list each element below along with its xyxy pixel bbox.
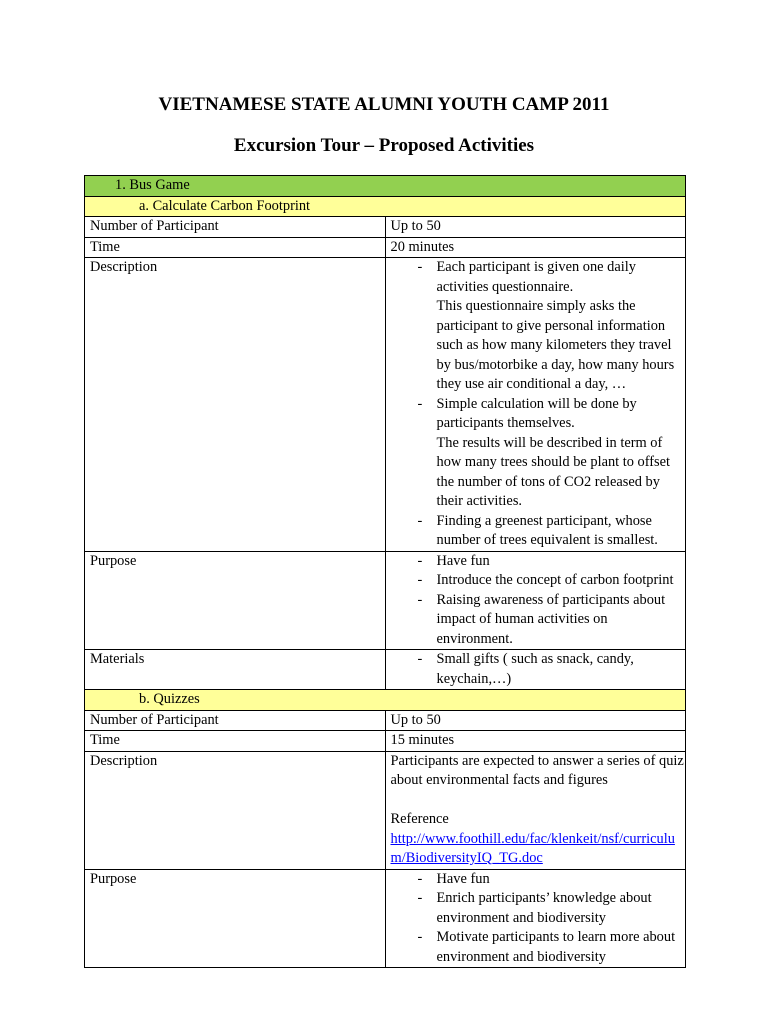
list-item: - Introduce the concept of carbon footprint [391, 571, 686, 591]
row-value: Up to 50 [385, 217, 686, 238]
table-row [85, 731, 686, 752]
list-item [391, 395, 686, 512]
reference-link[interactable]: http://www.foothill.edu/fac/klenkeit/nsf/curriculum/BiodiversityIQ_TG.doc [390, 830, 675, 866]
row-label: Description [85, 258, 386, 552]
description-cell [385, 751, 686, 869]
list-item: - Raising awareness of participants about impact of human activities on environment. [391, 591, 686, 650]
document-subtitle: Excursion Tour – Proposed Activities [233, 135, 535, 156]
subsection-row [85, 690, 686, 711]
description-text: Participants are expected to answer a series of quiz about environmental facts and figures [390, 752, 684, 788]
subsection-heading-b: b. Quizzes [85, 690, 686, 711]
table-row [85, 710, 686, 731]
section-row [85, 176, 686, 197]
purpose-list [391, 870, 686, 968]
table-row [85, 217, 686, 238]
section-heading: 1. Bus Game [85, 176, 686, 197]
materials-cell [385, 650, 686, 690]
list-item: - Motivate participants to learn more about environment and biodiversity [391, 928, 686, 967]
table-row [85, 650, 686, 690]
description-list [391, 258, 686, 551]
subsection-heading-a: a. Calculate Carbon Footprint [85, 196, 686, 217]
row-value: 20 minutes [385, 237, 686, 258]
description-cell [385, 258, 686, 552]
list-item-text: - Each participant is given one daily activities questionnaire. [436, 259, 636, 295]
list-item [391, 258, 686, 395]
list-item: - Enrich participants’ knowledge about environment and biodiversity [391, 889, 686, 928]
row-label: Time [85, 731, 386, 752]
activities-table [84, 175, 686, 968]
list-item: - Have fun [391, 870, 686, 890]
row-label: Time [85, 237, 386, 258]
table-row [85, 237, 686, 258]
list-item-text: - Finding a greenest participant, whose number of trees equivalent is smallest. [436, 512, 658, 548]
list-item-text: This questionnaire simply asks the participant to give personal information such as how many kilometers they travel by bus/motorbike a day, how many hours they use air conditional a day, … [436, 298, 675, 392]
document-title: VIETNAMESE STATE ALUMNI YOUTH CAMP 2011 [158, 94, 610, 115]
row-label: Number of Participant [85, 710, 386, 731]
table-row [85, 869, 686, 968]
row-label: Description [85, 751, 386, 869]
table-row [85, 258, 686, 552]
list-item [391, 512, 686, 551]
list-item-text: - Simple calculation will be done by participants themselves. [436, 395, 637, 431]
subsection-row [85, 196, 686, 217]
reference-label: Reference [390, 811, 449, 827]
materials-list [391, 650, 686, 689]
row-label: Materials [85, 650, 386, 690]
table-row [85, 751, 686, 869]
spacer [391, 791, 686, 811]
table-row [85, 551, 686, 650]
purpose-cell [385, 551, 686, 650]
list-item: - Small gifts ( such as snack, candy, keychain,…) [391, 650, 686, 689]
list-item-text: The results will be described in term of how many trees should be plant to offset the number of tons of CO2 released by their activities. [436, 434, 671, 509]
list-item: - Have fun [391, 552, 686, 572]
row-label: Number of Participant [85, 217, 386, 238]
row-value: Up to 50 [385, 710, 686, 731]
row-value: 15 minutes [385, 731, 686, 752]
row-label: Purpose [85, 551, 386, 650]
purpose-list [391, 552, 686, 650]
row-label: Purpose [85, 869, 386, 968]
purpose-cell [385, 869, 686, 968]
